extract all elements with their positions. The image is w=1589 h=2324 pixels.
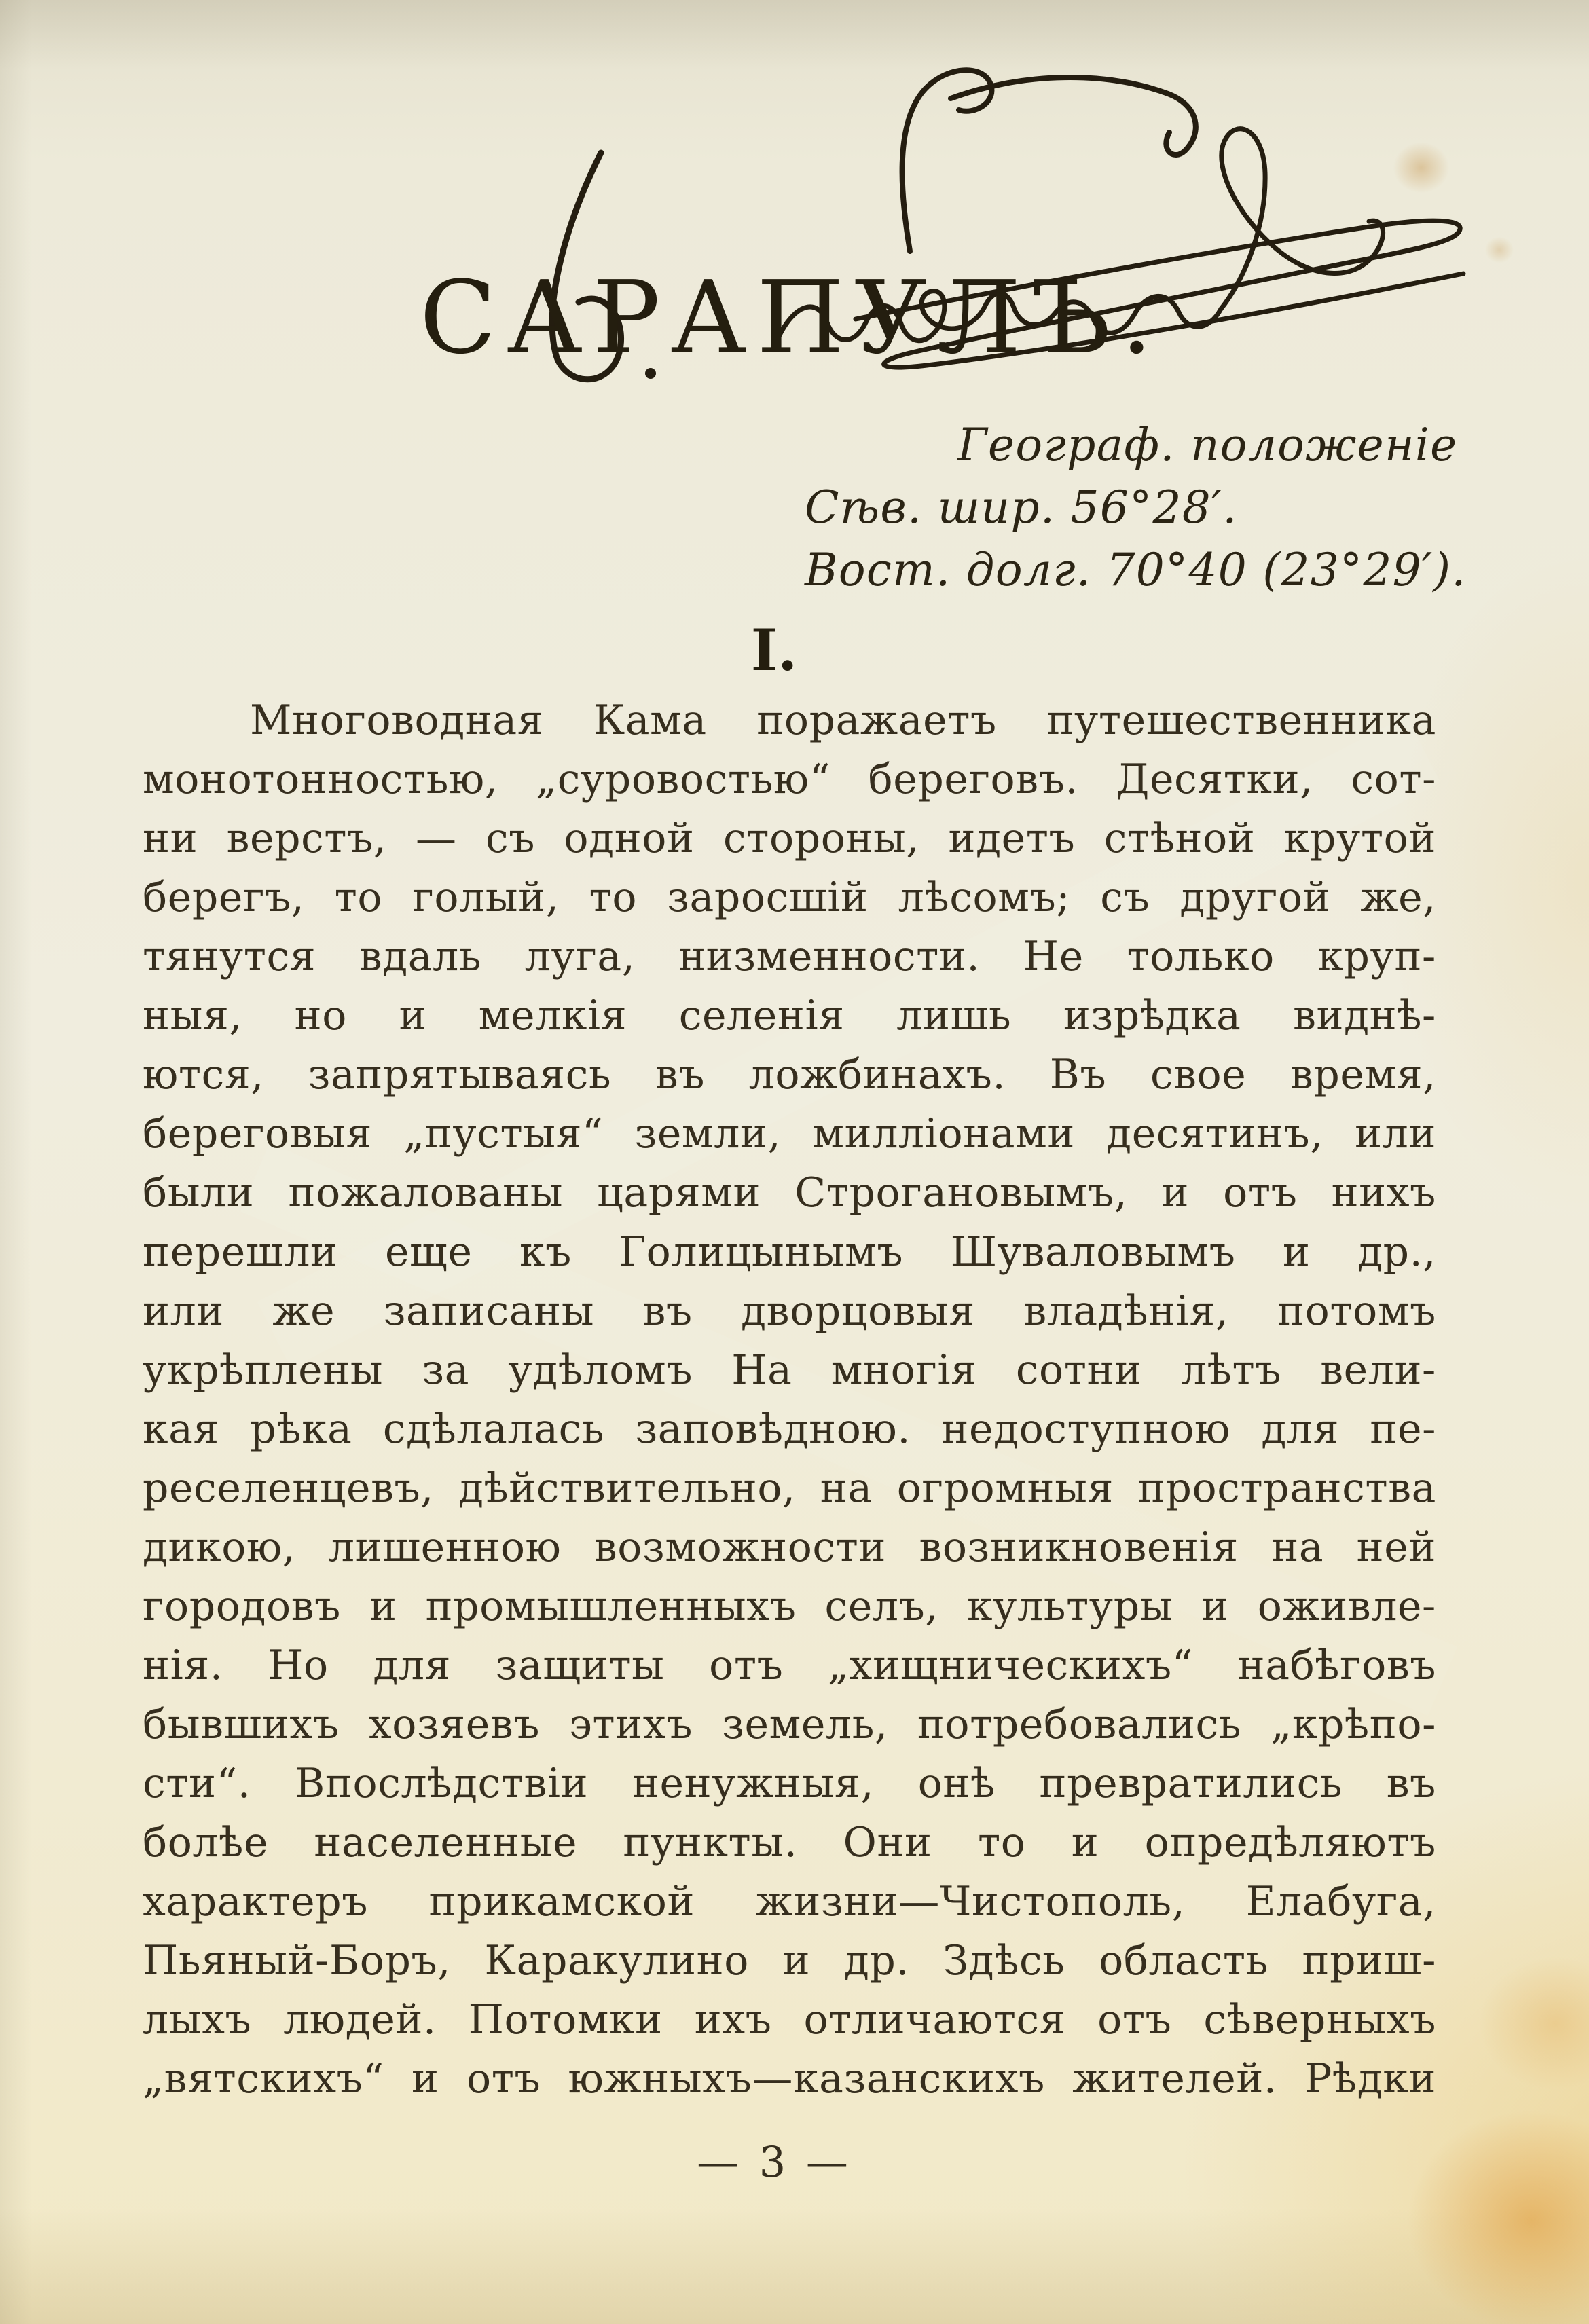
body-word: береговъ. — [868, 756, 1079, 803]
body-word: владѣнія, — [1023, 1287, 1229, 1335]
body-word: рѣка — [250, 1405, 352, 1453]
body-word: путешественника — [1046, 697, 1436, 744]
body-line — [143, 1695, 1436, 1754]
body-word: Каракулино — [484, 1937, 749, 1985]
body-word: „крѣпо- — [1271, 1701, 1436, 1748]
body-word: поражаетъ — [756, 697, 997, 744]
body-word: съ — [486, 815, 535, 862]
body-word: то — [589, 874, 638, 921]
body-word: Здѣсь — [943, 1937, 1065, 1985]
body-word: Рѣдки — [1304, 2055, 1436, 2103]
body-word: ихъ — [694, 1996, 772, 2044]
body-word: хозяевъ — [368, 1701, 541, 1748]
body-word: пожалованы — [288, 1169, 564, 1217]
body-word: пе- — [1370, 1405, 1436, 1453]
body-word: стороны, — [723, 815, 920, 862]
body-line — [143, 1164, 1436, 1223]
body-word: потребовались — [917, 1701, 1242, 1748]
geo-note-longitude: Вост. долг. 70°40 (23°29′). — [805, 544, 1467, 596]
body-word: „суровостью“ — [536, 756, 831, 803]
body-word: то — [977, 1819, 1026, 1866]
body-word: тянутся — [143, 933, 316, 980]
body-word: для — [1261, 1405, 1340, 1453]
body-word: потомъ — [1277, 1287, 1436, 1335]
body-word: ныя, — [143, 992, 243, 1039]
chapter-heading: I. — [750, 616, 798, 684]
body-word: Голицынымъ — [619, 1228, 904, 1276]
body-word: дворцовыя — [741, 1287, 975, 1335]
body-word: удѣломъ — [508, 1346, 693, 1394]
body-word: Въ — [1049, 1051, 1107, 1099]
body-word: людей. — [283, 1996, 437, 2044]
geo-note-heading: Географ. положеніе — [957, 419, 1458, 471]
body-word: возникновенія — [919, 1524, 1239, 1571]
body-word: береговыя — [143, 1110, 372, 1158]
body-word: берегъ, — [143, 874, 305, 921]
body-word: или — [1355, 1110, 1436, 1158]
body-word: къ — [519, 1228, 572, 1276]
body-line — [143, 809, 1436, 868]
body-word: опредѣляютъ — [1144, 1819, 1436, 1866]
body-word: южныхъ—казанскихъ — [568, 2055, 1045, 2103]
body-word: на — [1271, 1524, 1324, 1571]
body-word: свое — [1150, 1051, 1247, 1099]
body-word: На — [731, 1346, 792, 1394]
body-word: Шуваловымъ — [950, 1228, 1236, 1276]
body-text — [143, 691, 1436, 2109]
body-word: мелкія — [478, 992, 627, 1039]
body-word: лѣтъ — [1180, 1346, 1282, 1394]
body-word: дѣйствительно, — [458, 1464, 796, 1512]
body-word: лишенною — [328, 1524, 562, 1571]
body-line — [143, 1341, 1436, 1400]
body-word: оживле- — [1257, 1583, 1436, 1630]
body-word: изрѣдка — [1063, 992, 1241, 1039]
body-word: онѣ — [917, 1760, 996, 1807]
body-word: въ — [642, 1287, 693, 1335]
body-word: пространства — [1137, 1464, 1436, 1512]
body-word: виднѣ- — [1293, 992, 1436, 1039]
body-word: сѣверныхъ — [1203, 1996, 1436, 2044]
body-line — [143, 750, 1436, 809]
body-word: для — [373, 1642, 452, 1689]
body-line — [143, 1754, 1436, 1813]
body-word: за — [422, 1346, 470, 1394]
body-word: др., — [1357, 1228, 1436, 1276]
body-word: и — [1071, 1819, 1099, 1866]
body-line — [143, 1223, 1436, 1282]
body-word: стѣной — [1103, 815, 1256, 862]
body-word: сти“. — [143, 1760, 251, 1807]
body-word: реселенцевъ, — [143, 1464, 434, 1512]
body-word: возможности — [593, 1524, 887, 1571]
body-word: ложбинахъ. — [748, 1051, 1006, 1099]
body-word: заповѣдною. — [635, 1405, 911, 1453]
body-line — [143, 1459, 1436, 1518]
body-word: укрѣплены — [143, 1346, 384, 1394]
body-word: Многоводная — [250, 697, 544, 744]
body-word: верстъ, — [226, 815, 387, 862]
body-word: сот- — [1351, 756, 1436, 803]
body-word: на — [820, 1464, 873, 1512]
body-line — [143, 1105, 1436, 1164]
body-word: Но — [268, 1642, 329, 1689]
body-line — [143, 1400, 1436, 1459]
body-word: Десятки, — [1116, 756, 1313, 803]
body-word: бывшихъ — [143, 1701, 340, 1748]
body-word: „пустыя“ — [403, 1110, 604, 1158]
body-word: „вятскихъ“ — [143, 2055, 384, 2103]
body-word: Впослѣдствіи — [295, 1760, 589, 1807]
body-word: Не — [1023, 933, 1084, 980]
body-word: но — [294, 992, 347, 1039]
signature-ink-stroke — [951, 77, 1196, 155]
body-line — [143, 1991, 1436, 2050]
body-word: крутой — [1283, 815, 1436, 862]
body-word: луга, — [524, 933, 636, 980]
body-word: или — [143, 1287, 224, 1335]
body-line — [143, 868, 1436, 927]
geo-note-handwritten — [805, 414, 1467, 602]
body-word: милліонами — [812, 1110, 1075, 1158]
body-word: набѣговъ — [1237, 1642, 1436, 1689]
body-line — [143, 691, 1436, 750]
body-word: идетъ — [948, 815, 1076, 862]
body-word: характеръ — [143, 1878, 368, 1925]
body-word: и — [1201, 1583, 1229, 1630]
body-word: запрятываясь — [308, 1051, 612, 1099]
body-word: въ — [655, 1051, 706, 1099]
body-word: ней — [1356, 1524, 1436, 1571]
body-word: монотонностью, — [143, 756, 498, 803]
body-word: пункты. — [623, 1819, 798, 1866]
body-word: Строгановымъ, — [794, 1169, 1128, 1217]
body-line — [143, 927, 1436, 986]
body-word: лишь — [896, 992, 1012, 1039]
body-word: и — [1161, 1169, 1190, 1217]
body-word: селъ, — [824, 1583, 938, 1630]
page-number: — 3 — — [697, 2137, 852, 2187]
body-word: низменности. — [678, 933, 981, 980]
page-title: САРАПУЛЪ. — [419, 259, 1163, 376]
body-word: десятинъ, — [1106, 1110, 1323, 1158]
body-line — [143, 1932, 1436, 1991]
body-word: земель, — [722, 1701, 888, 1748]
body-word: лѣсомъ; — [898, 874, 1071, 921]
body-word: жителей. — [1072, 2055, 1277, 2103]
body-word: земли, — [634, 1110, 782, 1158]
body-line — [143, 1636, 1436, 1695]
body-word: ются, — [143, 1051, 264, 1099]
body-word: „хищническихъ“ — [827, 1642, 1194, 1689]
body-word: вдаль — [359, 933, 482, 980]
body-word: городовъ — [143, 1583, 341, 1630]
geo-note-latitude: Сѣв. шир. 56°28′. — [805, 481, 1238, 534]
body-word: и — [1283, 1228, 1311, 1276]
body-word: жизни—Чистополь, — [755, 1878, 1186, 1925]
body-word: же, — [1360, 874, 1436, 921]
body-word: дикою, — [143, 1524, 296, 1571]
body-word: заросшій — [667, 874, 869, 921]
body-word: болѣе — [143, 1819, 269, 1866]
body-word: отъ — [466, 2055, 541, 2103]
body-word: защиты — [495, 1642, 665, 1689]
body-word: кая — [143, 1405, 219, 1453]
body-word: область — [1099, 1937, 1268, 1985]
body-word: ненужныя, — [632, 1760, 874, 1807]
body-line — [143, 1282, 1436, 1341]
body-word: царями — [597, 1169, 761, 1217]
body-word: были — [143, 1169, 255, 1217]
body-line — [143, 1813, 1436, 1873]
body-word: промышленныхъ — [425, 1583, 797, 1630]
body-word: еще — [384, 1228, 473, 1276]
body-word: и — [782, 1937, 811, 1985]
body-word: отъ — [709, 1642, 784, 1689]
body-word: отъ — [1097, 1996, 1172, 2044]
body-word: и — [412, 2055, 439, 2103]
body-word: другой — [1180, 874, 1331, 921]
body-word: многія — [830, 1346, 977, 1394]
body-word: недоступною — [941, 1405, 1230, 1453]
body-word: голый, — [412, 874, 560, 921]
body-word: Они — [843, 1819, 932, 1866]
body-word: лыхъ — [143, 1996, 252, 2044]
body-word: селенія — [678, 992, 845, 1039]
body-word: прикамской — [428, 1878, 695, 1925]
body-word: приш- — [1302, 1937, 1436, 1985]
body-word: Пьяный-Боръ, — [143, 1937, 451, 1985]
body-word: въ — [1386, 1760, 1436, 1807]
signature-ink-stroke — [902, 70, 992, 251]
body-word: Кама — [593, 697, 707, 744]
body-word: нихъ — [1331, 1169, 1436, 1217]
body-line — [143, 2050, 1436, 2109]
body-word: культуры — [967, 1583, 1173, 1630]
body-word: сдѣлалась — [382, 1405, 605, 1453]
body-word: Елабуга, — [1245, 1878, 1436, 1925]
body-line — [143, 1518, 1436, 1577]
body-word: огромныя — [896, 1464, 1114, 1512]
body-line — [143, 1873, 1436, 1932]
body-word: нія. — [143, 1642, 223, 1689]
body-word: ни — [143, 815, 198, 862]
body-word: съ — [1100, 874, 1150, 921]
body-word: круп- — [1317, 933, 1436, 980]
body-line — [143, 986, 1436, 1046]
body-word: только — [1127, 933, 1275, 980]
body-word: населенные — [314, 1819, 578, 1866]
body-word: записаны — [383, 1287, 595, 1335]
body-word: одной — [564, 815, 695, 862]
body-word: отличаются — [803, 1996, 1066, 2044]
body-word: этихъ — [569, 1701, 693, 1748]
body-word: то — [334, 874, 383, 921]
body-word: вели- — [1320, 1346, 1436, 1394]
body-word: отъ — [1223, 1169, 1298, 1217]
body-word: время, — [1290, 1051, 1436, 1099]
body-word: Потомки — [468, 1996, 663, 2044]
body-word: превратились — [1039, 1760, 1343, 1807]
body-line — [143, 1046, 1436, 1105]
body-word: перешли — [143, 1228, 338, 1276]
body-word: же — [272, 1287, 335, 1335]
body-line — [143, 1577, 1436, 1636]
body-word: и — [399, 992, 427, 1039]
body-word: сотни — [1015, 1346, 1142, 1394]
body-word: др. — [843, 1937, 910, 1985]
body-word: — — [415, 815, 457, 862]
body-word: и — [369, 1583, 397, 1630]
